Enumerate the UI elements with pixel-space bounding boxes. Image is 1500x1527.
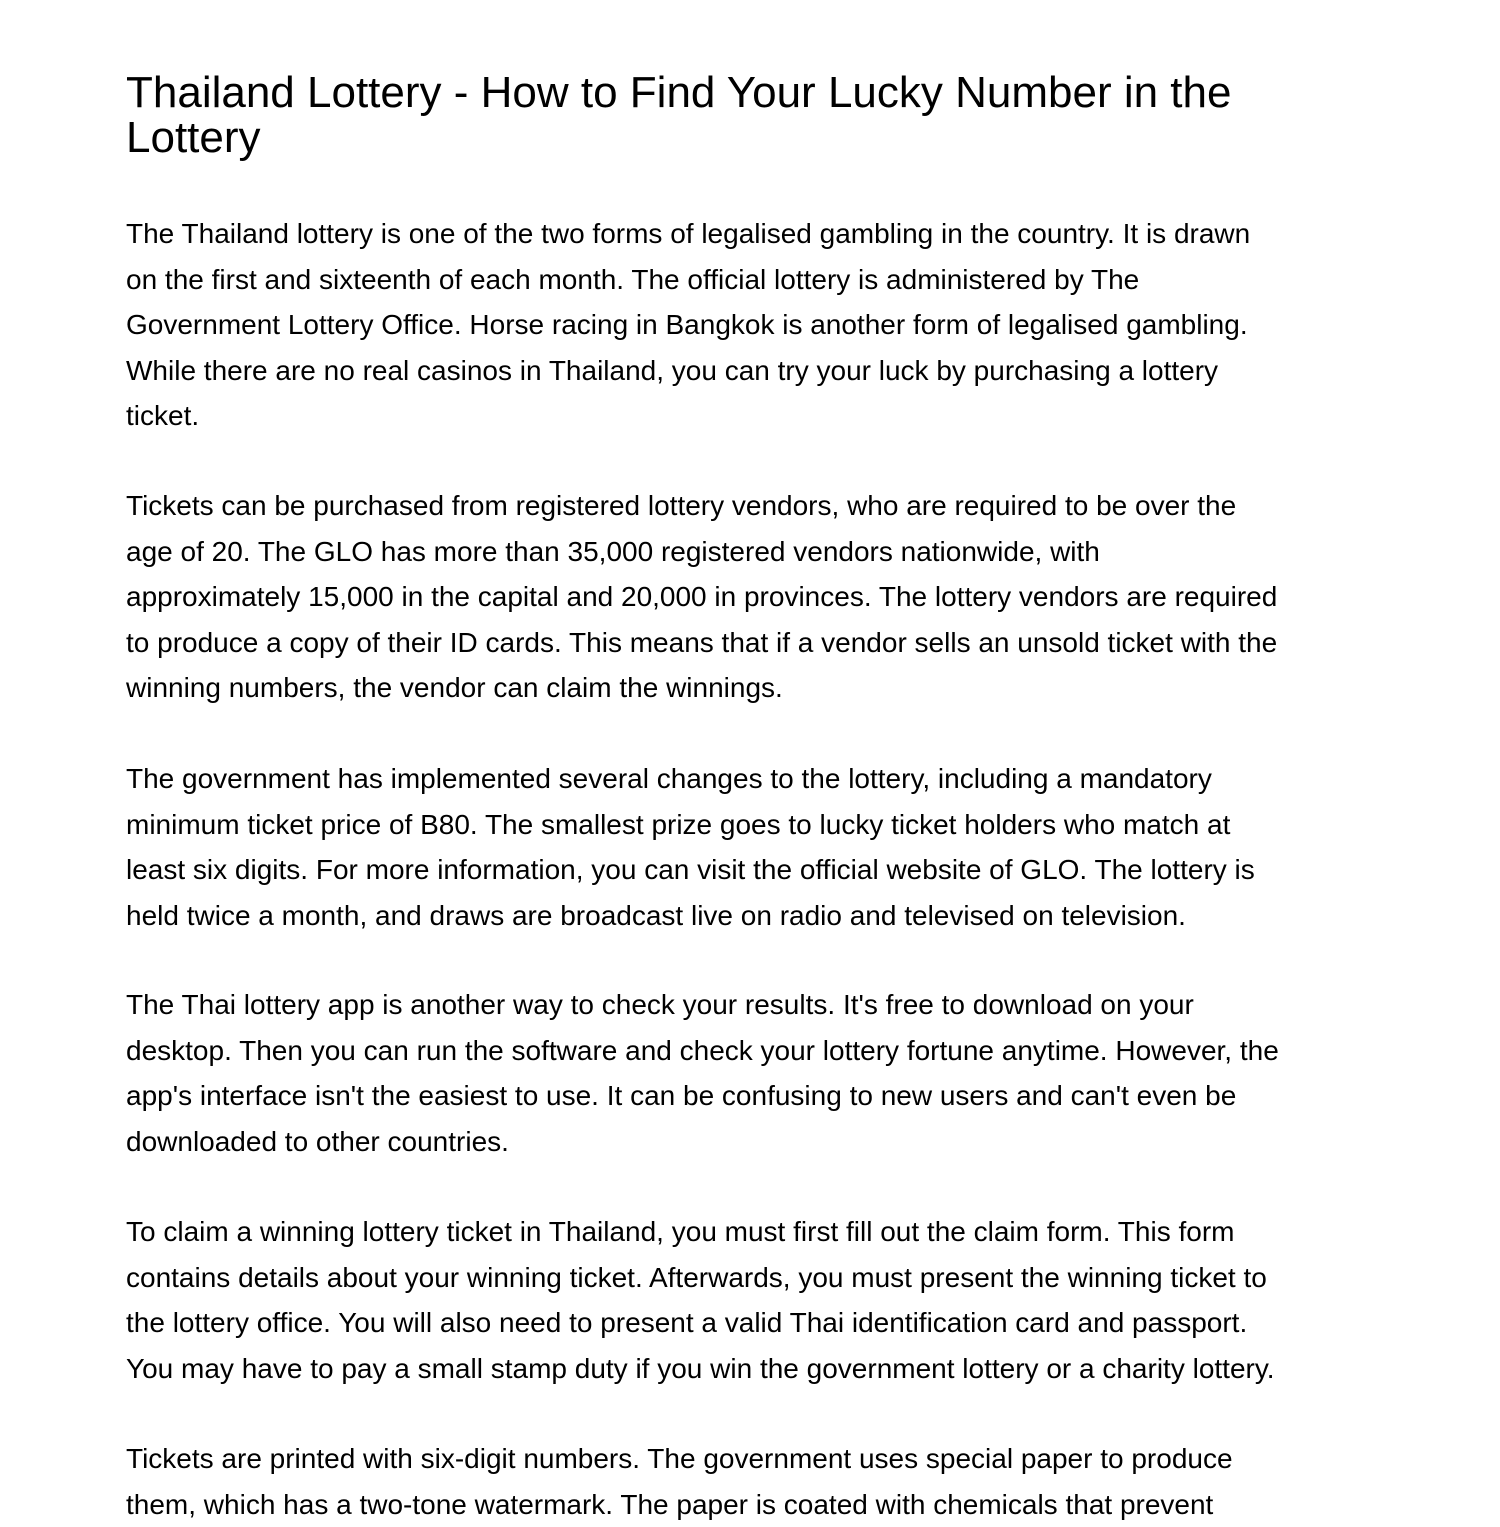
paragraph-claim-ticket: To claim a winning lottery ticket in Thailand, you must first fill out the claim form. This form contains details about your winning ticket. Afterwards, you must present the winning ticket to the lottery office. You will also need to present a valid Thai identification card and passport. You may have to pay a small stamp duty if you win the government lottery or a charity lottery. (126, 1216, 1275, 1384)
paragraph-intro: The Thailand lottery is one of the two forms of legalised gambling in the country. It is drawn on the first and sixteenth of each month. The official lottery is administered by The Government Lottery Office. Horse racing in Bangkok is another form of legalised gambling. While there are no real casinos in Thailand, you can try your luck by purchasing a lottery ticket. (126, 218, 1251, 431)
paragraph-ticket-printing: Tickets are printed with six-digit numbers. The government uses special paper to produce them, which has a two-tone watermark. The paper is coated with chemicals that prevent (126, 1443, 1233, 1520)
paragraph-lottery-app: The Thai lottery app is another way to check your results. It's free to download on your desktop. Then you can run the software and check your lottery fortune anytime. However, the app's interface isn't the easiest to use. It can be confusing to new users and can't even be downloaded to other countries. (126, 989, 1279, 1157)
paragraph-vendors: Tickets can be purchased from registered lottery vendors, who are required to be over the age of 20. The GLO has more than 35,000 registered vendors nationwide, with approximately 15,000 in the capital and 20,000 in provinces. The lottery vendors are required to produce a copy of their ID cards. This means that if a vendor sells an unsold ticket with the winning numbers, the vendor can claim the winnings. (126, 490, 1278, 703)
document-title: Thailand Lottery - How to Find Your Lucky Number in the Lottery (126, 68, 1232, 162)
paragraph-government-changes: The government has implemented several changes to the lottery, including a mandatory minimum ticket price of B80. The smallest prize goes to lucky ticket holders who match at least six digits. For more information, you can visit the official website of GLO. The lottery is held twice a month, and draws are broadcast live on radio and televised on television. (126, 763, 1255, 931)
